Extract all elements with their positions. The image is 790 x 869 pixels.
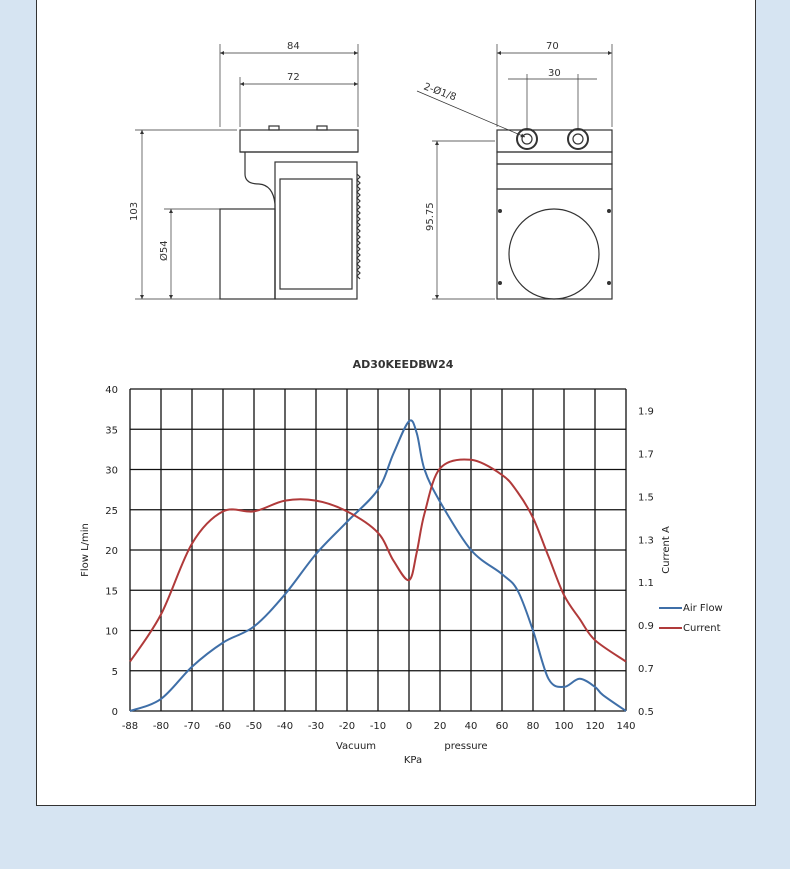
- y2-tick-label: 1.3: [638, 535, 654, 547]
- x-axis-label: KPa: [403, 755, 423, 766]
- y2-tick-labels: [638, 406, 654, 718]
- y-axis-label: Flow L/min: [80, 523, 91, 577]
- y-tick-label: 15: [105, 586, 118, 598]
- y-tick-label: 40: [105, 385, 118, 396]
- x-tick-label: -30: [307, 721, 325, 732]
- x-tick-label: -40: [276, 721, 294, 732]
- dim-port-spacing: 30: [548, 68, 561, 79]
- y-tick-label: 30: [105, 465, 118, 477]
- legend-airflow-label: Air Flow: [683, 603, 723, 614]
- panel-canvas: [37, 0, 757, 807]
- x-tick-label: 60: [495, 721, 509, 732]
- x-tick-label: -88: [121, 721, 139, 732]
- x-tick-label: -10: [369, 721, 387, 732]
- front-view-drawing: [220, 126, 360, 299]
- x-tick-label: 20: [433, 721, 447, 732]
- x-tick-label: 120: [585, 721, 605, 732]
- x-tick-label: -20: [338, 721, 356, 732]
- y2-axis-label: Current A: [661, 526, 672, 574]
- y-tick-label: 5: [111, 666, 118, 678]
- dim-height: 103: [129, 201, 140, 221]
- chart-legend: [659, 603, 723, 634]
- chart-grid: [130, 389, 626, 711]
- y2-tick-label: 1.7: [638, 449, 654, 461]
- drawing-panel: [36, 0, 756, 806]
- side-dimensions: [417, 44, 612, 299]
- y-tick-label: 35: [105, 425, 118, 437]
- y2-tick-label: 1.5: [638, 492, 654, 504]
- dim-front-inner-width: 72: [287, 72, 300, 83]
- dim-side-height: 95.75: [425, 202, 436, 231]
- x-tick-label: 100: [554, 721, 574, 732]
- y2-tick-label: 0.9: [638, 621, 654, 633]
- side-view-drawing: [497, 129, 612, 299]
- y-tick-label: 20: [105, 546, 118, 557]
- x-label-pressure: pressure: [444, 741, 488, 752]
- x-tick-label: 0: [405, 721, 413, 732]
- y-tick-label: 10: [105, 626, 118, 638]
- y2-tick-label: 0.5: [638, 707, 654, 718]
- x-label-vacuum: Vacuum: [335, 741, 377, 752]
- chart-title: AD30KEEDBW24: [352, 358, 454, 371]
- x-tick-labels: [122, 721, 636, 732]
- y-tick-label: 0: [111, 707, 118, 718]
- dim-front-width: 84: [287, 41, 300, 52]
- x-tick-label: 80: [526, 721, 540, 732]
- legend-current-label: Current: [683, 623, 721, 634]
- dim-diameter: Ø54: [159, 240, 170, 261]
- y2-tick-label: 1.9: [638, 406, 654, 418]
- x-tick-label: -50: [245, 721, 263, 732]
- dim-side-width: 70: [546, 41, 559, 52]
- x-tick-label: 40: [464, 721, 478, 732]
- x-tick-label: 140: [616, 721, 636, 732]
- y2-tick-label: 0.7: [638, 664, 654, 676]
- x-tick-label: -70: [183, 721, 201, 732]
- dim-port-label: 2-Ø1/8: [421, 81, 458, 104]
- y-tick-label: 25: [105, 505, 118, 517]
- y2-tick-label: 1.1: [638, 578, 654, 590]
- x-tick-label: -80: [152, 721, 170, 732]
- y-tick-labels: [105, 385, 118, 718]
- x-tick-label: -60: [214, 721, 232, 732]
